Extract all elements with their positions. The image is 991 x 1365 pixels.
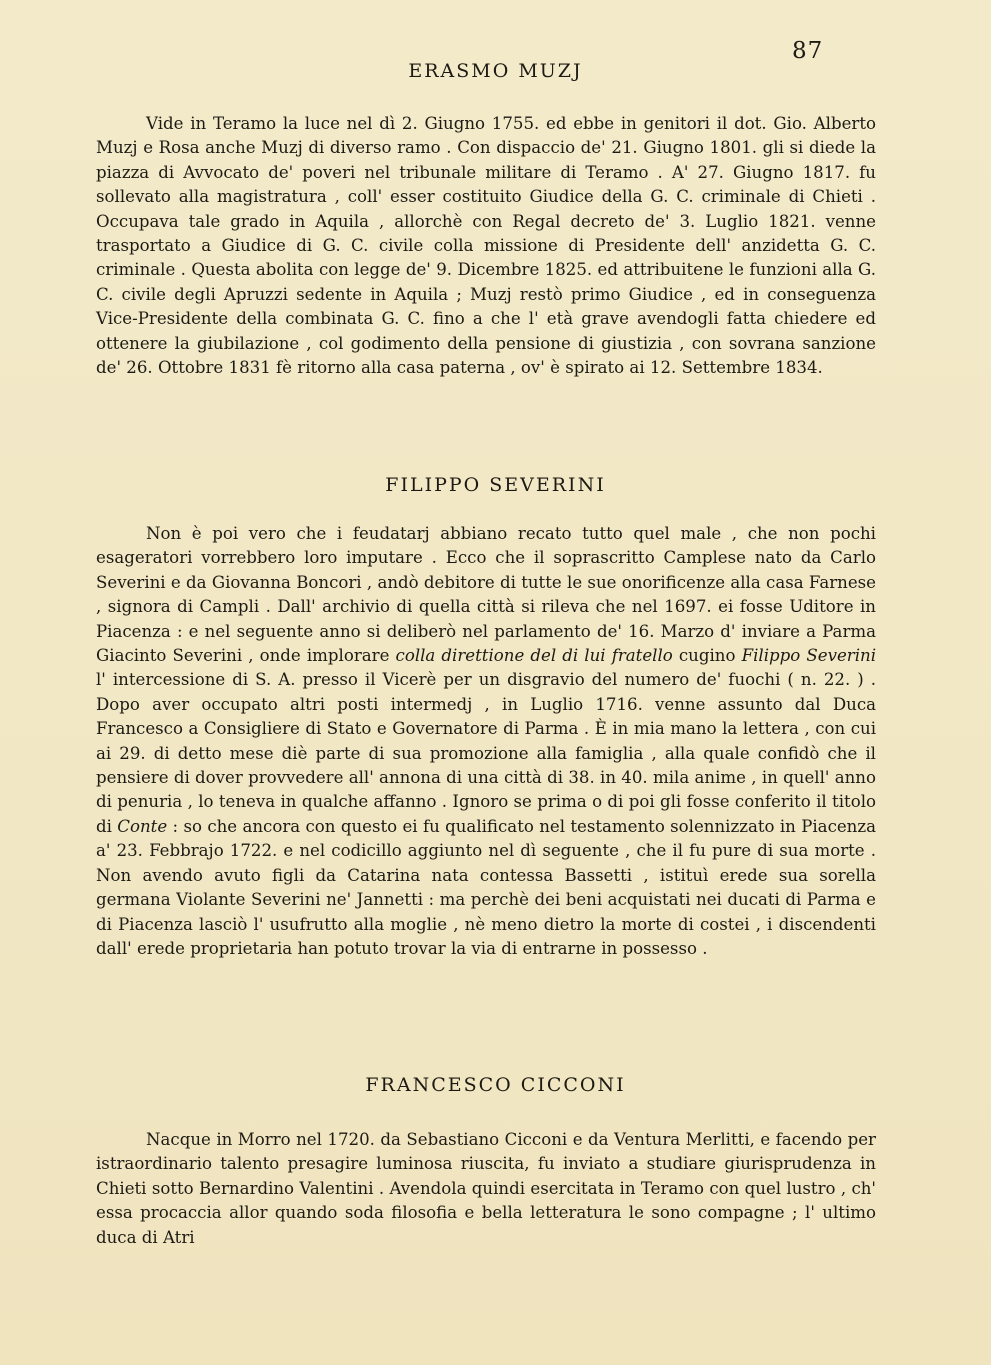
- paragraph-severini-text-b: cugino: [678, 646, 736, 666]
- paragraph-severini-text-a: Non è poi vero che i feudatarj abbiano recato tutto quel male , che non pochi esageratori vorrebbero loro imputare . Ecco che il soprascritto Camplese nato da Carlo Severini e da Giovanna Boncori , andò debitore di tutte le sue onorificenze alla casa Farnese , signora di Campli . Dall' archivio di quella città si rileva che nel 1697. ei fosse Uditore in Piacenza : e nel seguente anno si deliberò nel parlamento de' 16. Marzo d' inviare a Parma Giacinto Severini , onde implorare: [96, 524, 876, 666]
- paragraph-severini-italic-a: colla direttione del di lui fratello: [395, 646, 673, 666]
- section-heading-severini: FILIPPO SEVERINI: [385, 474, 606, 496]
- paragraph-severini-text-d: : so che ancora con questo ei fu qualificato nel testamento solennizzato in Piacenza a' 23. Febbrajo 1722. e nel codicillo aggiunto nel dì seguente , che il fu pure di sua morte . Non avendo avuto figli da Catarina nata contessa Bassetti , istituì erede sua sorella germana Violante Severini ne' Jannetti : ma perchè dei beni acquistati nei ducati di Parma e di Piacenza lasciò l' usufrutto alla moglie , nè meno dietro la morte di costei , i discendenti dall' erede proprietaria han potuto trovar la via di entrarne in possesso .: [96, 816, 877, 958]
- paragraph-severini-italic-b: Filippo Severini: [741, 646, 877, 666]
- section-heading-muzj: ERASMO MUZJ: [408, 60, 583, 82]
- page-number: 87: [792, 38, 824, 64]
- paragraph-cicconi: Nacque in Morro nel 1720. da Sebastiano Cicconi e da Ventura Merlitti, e facendo per istraordinario talento presagire luminosa riuscita, fu inviato a studiare giurisprudenza in Chieti sotto Bernardino Valentini . Avendola quindi esercitata in Teramo con quel lustro , ch' essa procaccia allor quando soda filosofia e bella letteratura le sono compagne ; l' ultimo duca di Atri: [96, 1130, 876, 1247]
- paragraph-muzj: Vide in Teramo la luce nel dì 2. Giugno 1755. ed ebbe in genitori il dot. Gio. Alberto Muzj e Rosa anche Muzj di diverso ramo . Con dispaccio de' 21. Giugno 1801. gli si diede la piazza di Avvocato de' poveri nel tribunale militare di Teramo . A' 27. Giugno 1817. fu sollevato alla magistratura , coll' esser costituito Giudice della G. C. criminale di Chieti . Occupava tale grado in Aquila , allorchè con Regal decreto de' 3. Luglio 1821. venne trasportato a Giudice di G. C. civile colla missione di Presidente dell' anzidetta G. C. criminale . Questa abolita con legge de' 9. Dicembre 1825. ed attribuitene le funzioni alla G. C. civile degli Apruzzi sedente in Aquila ; Muzj restò primo Giudice , ed in conseguenza Vice-Presidente della combinata G. C. fino a che l' età grave avendogli fatta chiedere ed ottenere la giubilazione , col godimento della pensione di giustizia , con sovrana sanzione de' 26. Ottobre 1831 fè ritorno alla casa paterna , ov' è spirato ai 12. Settembre 1834.: [96, 114, 876, 378]
- paragraph-severini: [96, 522, 876, 961]
- paragraph-severini-italic-c: Conte: [117, 816, 168, 836]
- paragraph-severini-text-c: l' intercessione di S. A. presso il Vicerè per un disgravio del numero de' fuochi ( n. 22. ) . Dopo aver occupato altri posti intermedj , in Luglio 1716. venne assunto dal Duca Francesco a Consigliere di Stato e Governatore di Parma . È in mia mano la lettera , con cui ai 29. di detto mese diè parte di sua promozione alla famiglia , alla quale confidò che il pensiere di dover provvedere all' annona di una città di 38. in 40. mila anime , in quell' anno di penuria , lo teneva in qualche affanno . Ignoro se prima o di poi gli fosse conferito il titolo di: [96, 670, 876, 836]
- section-heading-cicconi: FRANCESCO CICCONI: [365, 1074, 626, 1096]
